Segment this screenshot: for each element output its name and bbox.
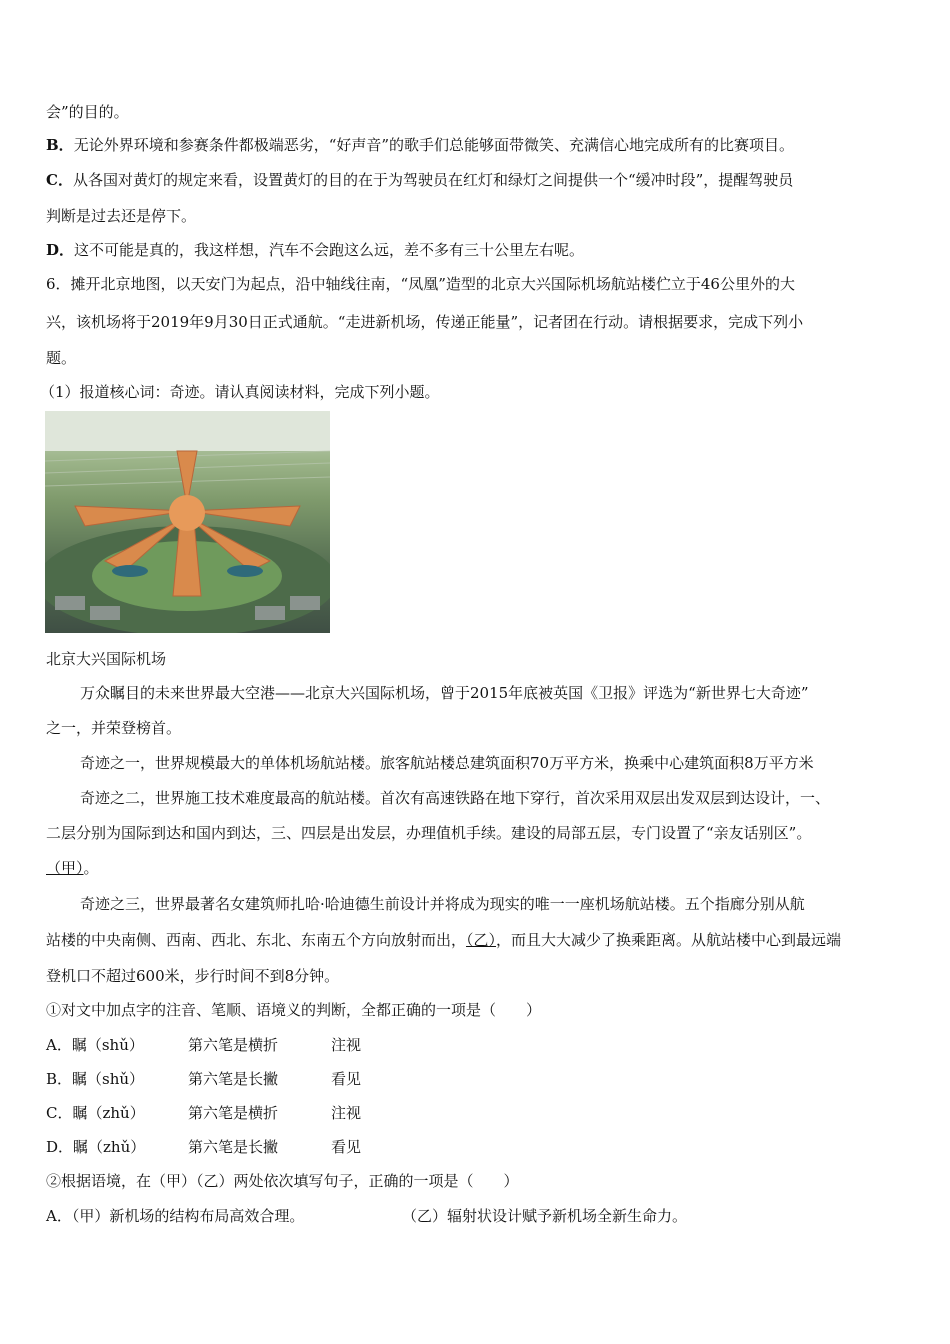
option-c-text: 从各国对黄灯的规定来看，设置黄灯的目的在于为驾驶员在红灯和绿灯之间提供一个“缓冲时段”，提醒驾驶员	[72, 171, 794, 189]
option-a-meaning: 注视	[331, 1036, 362, 1054]
q2-option-a-first: A．（甲）新机场的结构布局高效合理。	[46, 1207, 305, 1225]
option-d-line	[46, 239, 584, 261]
q2-option-a-second: （乙）辐射状设计赋予新机场全新生命力。	[402, 1207, 688, 1225]
option-b-label: B．	[46, 136, 74, 154]
question-6-line-1: 6．摊开北京地图，以天安门为起点，沿中轴线往南，“凤凰”造型的北京大兴国际机场航站楼伫立于46公里外的大	[46, 275, 795, 293]
option-c-continuation: 判断是过去还是停下。	[46, 207, 197, 225]
blank-yi: （乙）	[466, 931, 497, 949]
option-d-meaning: 看见	[331, 1138, 362, 1156]
continued-sentence: 会”的目的。	[46, 103, 129, 121]
paragraph-3-end: 。	[83, 859, 99, 877]
question-2: ②根据语境，在（甲）（乙）两处依次填写句子，正确的一项是（ ）	[46, 1172, 519, 1190]
paragraph-4-pre: 站楼的中央南侧、西南、西北、东北、东南五个方向放射而出，	[46, 931, 467, 949]
option-d-text: 这不可能是真的，我这样想，汽车不会跑这么远，差不多有三十公里左右呢。	[74, 241, 585, 259]
option-d-label: D．	[46, 241, 75, 259]
option-c-line	[46, 169, 793, 191]
question-6-line-2: 兴，该机场将于2019年9月30日正式通航。“走进新机场，传递正能量”，记者团在行动。请根据要求，完成下列小	[46, 313, 804, 331]
subquestion-1: （1）报道核心词：奇迹。请认真阅读材料，完成下列小题。	[40, 383, 440, 401]
airport-photo	[45, 411, 330, 633]
paragraph-3-line-1: 奇迹之二，世界施工技术难度最高的航站楼。首次有高速铁路在地下穿行，首次采用双层出发双层到达设计，一、	[80, 789, 831, 807]
option-d-stroke: 第六笔是长撇	[188, 1138, 279, 1156]
option-c-meaning: 注视	[331, 1104, 362, 1122]
option-c-label: C．瞩（zhǔ）	[46, 1104, 145, 1122]
option-b-label: B．瞩（shǔ）	[46, 1070, 145, 1088]
blank-jia: （甲）	[46, 859, 84, 877]
question-1: ①对文中加点字的注音、笔顺、语境义的判断，全都正确的一项是（ ）	[46, 1001, 542, 1019]
paragraph-4-line-1: 奇迹之三，世界最著名女建筑师扎哈·哈迪德生前设计并将成为现实的唯一一座机场航站楼。五个指廊分别从航	[80, 895, 805, 913]
question-6-line-3: 题。	[46, 349, 77, 367]
option-b-meaning: 看见	[331, 1070, 362, 1088]
paragraph-2: 奇迹之一，世界规模最大的单体机场航站楼。旅客航站楼总建筑面积70万平方米，换乘中心建筑面积8万平方米	[80, 754, 814, 772]
airport-aerial-illustration	[45, 411, 330, 633]
paragraph-4-post: ，而且大大减少了换乘距离。从航站楼中心到最远端	[496, 931, 842, 949]
paragraph-3-line-2: 二层分别为国际到达和国内到达，三、四层是出发层，办理值机手续。建设的局部五层，专门设置了“亲友话别区”。	[46, 824, 812, 842]
option-d-label: D．瞩（zhǔ）	[46, 1138, 146, 1156]
paragraph-4-line-3: 登机口不超过600米，步行时间不到8分钟。	[46, 967, 340, 985]
option-a-stroke: 第六笔是横折	[188, 1036, 279, 1054]
paragraph-4-line-2	[46, 929, 841, 951]
paragraph-1-line-2: 之一，并荣登榜首。	[46, 719, 182, 737]
paragraph-1-line-1: 万众瞩目的未来世界最大空港——北京大兴国际机场，曾于2015年底被英国《卫报》评选为“新世界七大奇迹”	[80, 684, 809, 702]
option-c-label: C．	[46, 171, 73, 189]
option-c-stroke: 第六笔是横折	[188, 1104, 279, 1122]
option-b-line	[46, 134, 794, 156]
paragraph-3-line-3	[46, 857, 99, 879]
option-b-text: 无论外界环境和参赛条件都极端恶劣，“好声音”的歌手们总能够面带微笑、充满信心地完成所有的比赛项目。	[73, 136, 795, 154]
photo-caption: 北京大兴国际机场	[46, 650, 167, 668]
option-a-label: A．瞩（shǔ）	[46, 1036, 144, 1054]
option-b-stroke: 第六笔是长撇	[188, 1070, 279, 1088]
